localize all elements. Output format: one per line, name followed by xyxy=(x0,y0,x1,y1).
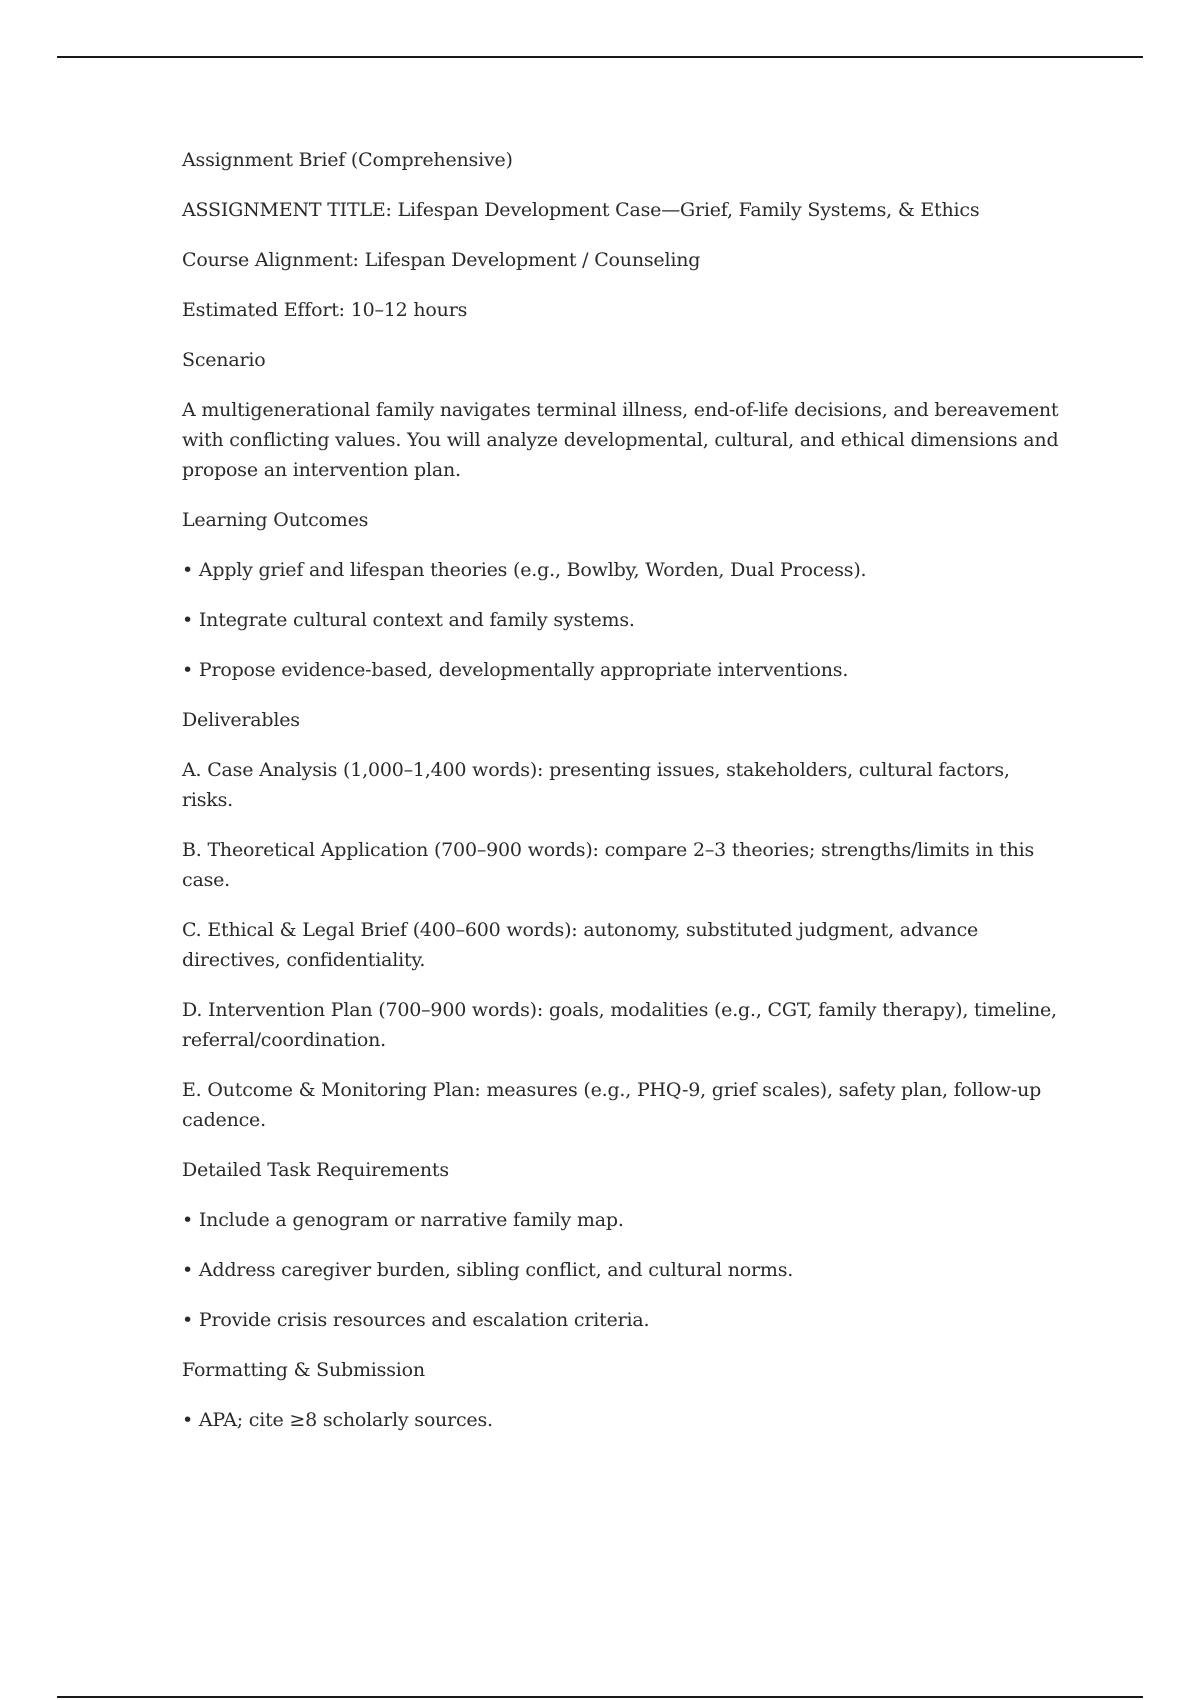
deliverables-heading: Deliverables xyxy=(182,709,300,731)
document-body xyxy=(182,145,1062,1455)
outcome-item: • Apply grief and lifespan theories (e.g., Bowlby, Worden, Dual Process). xyxy=(182,555,1062,585)
deliverable-item: B. Theoretical Application (700–900 words): compare 2–3 theories; strengths/limits in this case. xyxy=(182,839,1035,891)
document-heading: Assignment Brief (Comprehensive) xyxy=(182,149,513,171)
requirements-heading: Detailed Task Requirements xyxy=(182,1159,449,1181)
formatting-heading: Formatting & Submission xyxy=(182,1359,425,1381)
scenario-text: A multigenerational family navigates terminal illness, end-of-life decisions, and bereavement with conflicting values. You will analyze developmental, cultural, and ethical dimensions and propose an intervention plan. xyxy=(182,399,1059,481)
deliverable-item: C. Ethical & Legal Brief (400–600 words): autonomy, substituted judgment, advance directives, confidentiality. xyxy=(182,919,979,971)
requirement-item: • Include a genogram or narrative family map. xyxy=(182,1205,1062,1235)
outcome-item: • Propose evidence-based, developmentally appropriate interventions. xyxy=(182,655,1062,685)
course-alignment: Course Alignment: Lifespan Development / Counseling xyxy=(182,249,701,271)
footer-rule xyxy=(57,1696,1143,1698)
requirement-item: • Address caregiver burden, sibling conflict, and cultural norms. xyxy=(182,1255,1062,1285)
outcomes-heading: Learning Outcomes xyxy=(182,509,369,531)
estimated-effort: Estimated Effort: 10–12 hours xyxy=(182,299,468,321)
scenario-heading: Scenario xyxy=(182,349,266,371)
header-rule xyxy=(57,56,1143,58)
formatting-item: • APA; cite ≥8 scholarly sources. xyxy=(182,1405,1062,1435)
deliverable-item: D. Intervention Plan (700–900 words): goals, modalities (e.g., CGT, family therapy), timeline, referral/coordination. xyxy=(182,999,1057,1051)
outcome-item: • Integrate cultural context and family systems. xyxy=(182,605,1062,635)
requirement-item: • Provide crisis resources and escalation criteria. xyxy=(182,1305,1062,1335)
deliverable-item: A. Case Analysis (1,000–1,400 words): presenting issues, stakeholders, cultural factors, risks. xyxy=(182,759,1010,811)
assignment-title: ASSIGNMENT TITLE: Lifespan Development Case—Grief, Family Systems, & Ethics xyxy=(182,199,980,221)
deliverable-item: E. Outcome & Monitoring Plan: measures (e.g., PHQ-9, grief scales), safety plan, follow-up cadence. xyxy=(182,1079,1042,1131)
